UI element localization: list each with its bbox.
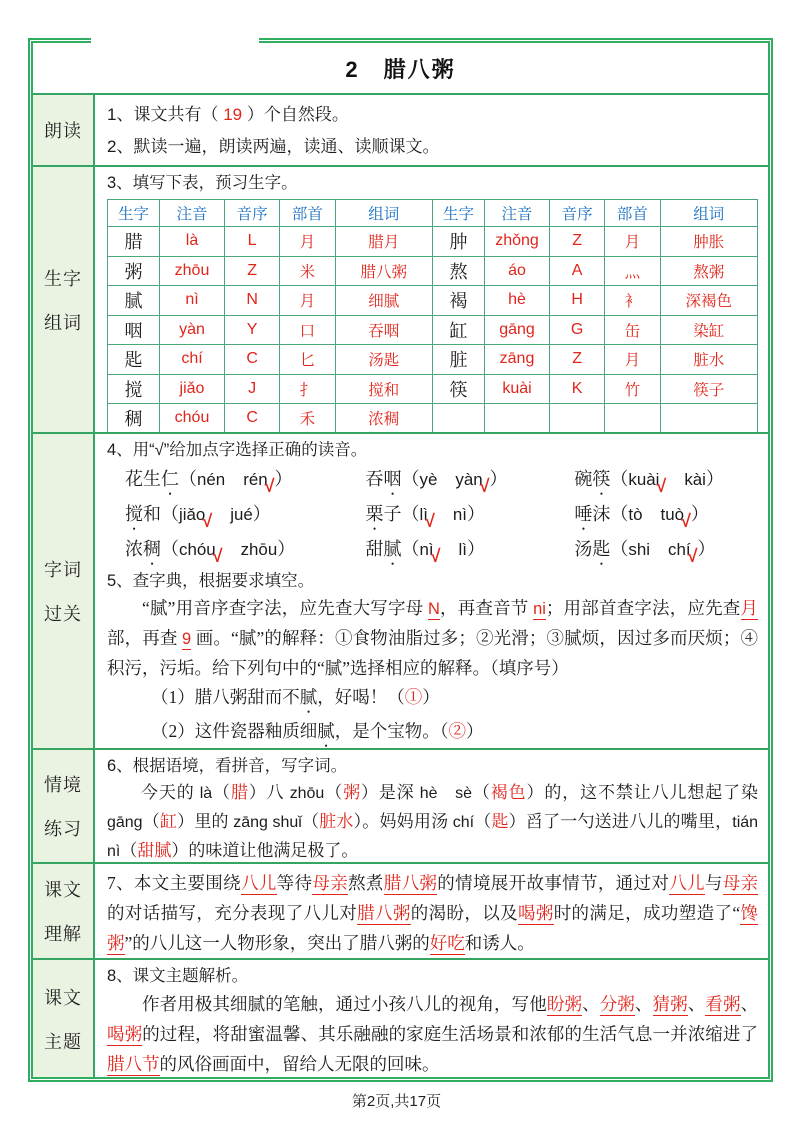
- character-table-cell: Z: [225, 256, 280, 286]
- section-comprehension: [33, 862, 768, 958]
- section-reading: [33, 93, 768, 165]
- character-table-cell: 粥: [108, 256, 160, 286]
- section-label-context-practice: [33, 750, 95, 862]
- reading-item: 2、默读一遍，朗读两遍，读通、读顺课文。: [107, 137, 440, 156]
- q5-title: 5、查字典，根据要求填空。: [107, 572, 315, 590]
- characters-intro: 3、填写下表，预习生字。: [107, 174, 298, 192]
- character-table-header-cell: 音序: [225, 200, 280, 227]
- character-table-cell: là: [160, 227, 225, 257]
- character-table-cell: 匙: [108, 345, 160, 375]
- q4-item: 搅和（jiǎo√ jué）: [125, 504, 271, 531]
- section-label-words: [33, 434, 95, 748]
- section-content-comprehension: [95, 864, 768, 958]
- character-table-cell: 月: [280, 227, 335, 257]
- character-table-row: [108, 227, 758, 257]
- q4-item: 浓稠（chóu√ zhōu）: [125, 539, 296, 566]
- frame-top-gap: [91, 38, 259, 43]
- character-table-header-cell: 组词: [335, 200, 433, 227]
- character-table-cell: 腊月: [335, 227, 433, 257]
- character-table-cell: kuài: [485, 374, 550, 404]
- section-theme: [33, 958, 768, 1077]
- character-table-cell: [433, 404, 485, 433]
- character-table-cell: 月: [605, 227, 660, 257]
- q4-item: 花生仁（nén rén√）: [125, 469, 293, 496]
- character-table-cell: 深褐色: [660, 286, 758, 316]
- section-content-theme: [95, 960, 768, 1077]
- q5-paragraph: “腻”用音序查字法，应先查大写字母 N，再查音节 ni；用部首查字法，应先查月部，再查 9 画。“腻”的解释：①食物油脂过多；②光滑；③腻烦，因过多而厌烦；④积污，污垢。给下列句中的“腻”选择相应的解释。（填序号）: [107, 598, 759, 678]
- character-table-cell: 缸: [433, 315, 485, 345]
- section-label-line: 组词: [44, 312, 82, 333]
- section-context-practice: [33, 748, 768, 862]
- character-table-cell: gāng: [485, 315, 550, 345]
- character-table-cell: A: [550, 256, 605, 286]
- character-table-header-cell: 注音: [485, 200, 550, 227]
- character-table-cell: [660, 404, 758, 433]
- character-table-cell: 米: [280, 256, 335, 286]
- character-table-cell: [485, 404, 550, 433]
- q4-item: 唾沫（tò tuò√）: [574, 504, 709, 531]
- character-table-row: [108, 286, 758, 316]
- character-table-cell: 腊八粥: [335, 256, 433, 286]
- character-table-cell: 月: [605, 345, 660, 375]
- section-label-line: 课文: [44, 880, 82, 900]
- character-table-header-cell: 生字: [433, 200, 485, 227]
- character-table-cell: L: [225, 227, 280, 257]
- character-table-cell: Z: [550, 227, 605, 257]
- character-table-header: [108, 200, 758, 227]
- character-table-cell: 筷: [433, 374, 485, 404]
- character-table-cell: 脏水: [660, 345, 758, 375]
- character-table-header-cell: 注音: [160, 200, 225, 227]
- character-table-cell: 褐: [433, 286, 485, 316]
- character-table-cell: H: [550, 286, 605, 316]
- q5-items: [107, 683, 758, 748]
- character-table-cell: zhǒng: [485, 227, 550, 257]
- character-table-cell: 禾: [280, 404, 335, 433]
- character-table-cell: zhōu: [160, 256, 225, 286]
- character-table-header-cell: 音序: [550, 200, 605, 227]
- q4-items: [107, 465, 758, 569]
- q4-item: 吞咽（yè yàn√）: [365, 469, 508, 496]
- q6-paragraph: 今天的 là（腊）八 zhōu（粥）是深 hè sè（褐色）的，这不禁让八儿想起了染 gāng（缸）里的 zāng shuǐ（脏水）。妈妈用汤 chí（匙）舀了一勺送进八儿的嘴里，tián nì（甜腻）的味道让他满足极了。: [107, 783, 759, 860]
- character-table-body: [108, 227, 758, 433]
- section-label-line: 主题: [44, 1031, 82, 1052]
- character-table-cell: 细腻: [335, 286, 433, 316]
- character-table-cell: 搅: [108, 374, 160, 404]
- section-label-characters: [33, 167, 95, 432]
- character-table-row: [108, 374, 758, 404]
- character-table-cell: 腊: [108, 227, 160, 257]
- character-table-cell: 月: [280, 286, 335, 316]
- character-table-cell: 腻: [108, 286, 160, 316]
- q4-title: 4、用“√”给加点字选择正确的读音。: [107, 441, 368, 459]
- character-table-cell: 吞咽: [335, 315, 433, 345]
- character-table-row: [108, 404, 758, 433]
- character-table-cell: 缶: [605, 315, 660, 345]
- section-label-line: 朗读: [44, 121, 82, 141]
- character-table-cell: K: [550, 374, 605, 404]
- character-table-cell: 衤: [605, 286, 660, 316]
- section-label-theme: [33, 960, 95, 1077]
- q5-item: （2）这件瓷器釉质细腻，是个宝物。（②）: [151, 721, 484, 741]
- section-label-line: 练习: [44, 819, 82, 839]
- character-table-header-cell: 组词: [660, 200, 758, 227]
- character-table-cell: 熬: [433, 256, 485, 286]
- title-row: [33, 43, 768, 93]
- page-footer: 第2页,共17页: [351, 1093, 442, 1110]
- reading-items: [107, 99, 758, 163]
- character-table-cell: C: [225, 345, 280, 375]
- character-table-cell: zāng: [485, 345, 550, 375]
- character-table-cell: yàn: [160, 315, 225, 345]
- section-words: [33, 432, 768, 748]
- character-table: [107, 199, 758, 432]
- character-table-row: [108, 315, 758, 345]
- q6-title: 6、根据语境，看拼音，写字词。: [107, 757, 348, 775]
- character-table-cell: 汤匙: [335, 345, 433, 375]
- character-table-cell: J: [225, 374, 280, 404]
- q8-title: 8、课文主题解析。: [107, 967, 249, 985]
- section-label-line: 理解: [44, 924, 82, 944]
- q4-item: 汤匙（shi chí√）: [574, 539, 716, 566]
- reading-item: 1、课文共有（ 19 ）个自然段。: [107, 105, 349, 124]
- character-table-cell: 染缸: [660, 315, 758, 345]
- section-label-reading: [33, 95, 95, 165]
- character-table-cell: 扌: [280, 374, 335, 404]
- character-table-cell: 竹: [605, 374, 660, 404]
- section-content-reading: [95, 95, 768, 165]
- character-table-cell: 搅和: [335, 374, 433, 404]
- character-table-cell: 浓稠: [335, 404, 433, 433]
- character-table-cell: 熬粥: [660, 256, 758, 286]
- character-table-cell: 肿胀: [660, 227, 758, 257]
- page-title: 2 腊八粥: [345, 56, 456, 82]
- character-table-cell: Y: [225, 315, 280, 345]
- character-table-cell: G: [550, 315, 605, 345]
- character-table-cell: C: [225, 404, 280, 433]
- q5-item: （1）腊八粥甜而不腻，好喝！（①）: [151, 687, 440, 707]
- character-table-cell: chí: [160, 345, 225, 375]
- character-table-cell: Z: [550, 345, 605, 375]
- section-content-words: [95, 434, 768, 748]
- section-label-line: 生字: [44, 268, 82, 289]
- q8-paragraph: 作者用极其细腻的笔触，通过小孩八儿的视角，写他盼粥、分粥、猜粥、看粥、喝粥的过程，将甜蜜温馨、其乐融融的家庭生活场景和浓郁的生活气息一并浓缩进了腊八节的风俗画面中，留给人无限的回味。: [107, 994, 759, 1074]
- character-table-cell: nì: [160, 286, 225, 316]
- character-table-row: [108, 256, 758, 286]
- section-label-line: 字词: [44, 560, 82, 580]
- character-table-cell: 匕: [280, 345, 335, 375]
- character-table-cell: chóu: [160, 404, 225, 433]
- character-table-cell: jiǎo: [160, 374, 225, 404]
- character-table-cell: [605, 404, 660, 433]
- character-table-cell: [550, 404, 605, 433]
- q7-paragraph: 7、本文主要围绕八儿等待母亲熬煮腊八粥的情境展开故事情节，通过对八儿与母亲的对话描写，充分表现了八儿对腊八粥的渴盼，以及喝粥时的满足，成功塑造了“馋粥”的八儿这一人物形象，突出了腊八粥的好吃和诱人。: [107, 873, 759, 953]
- section-content-characters: [95, 167, 768, 432]
- character-table-cell: 咽: [108, 315, 160, 345]
- character-table-header-cell: 部首: [605, 200, 660, 227]
- q4-item: 栗子（lì√ nì）: [365, 504, 485, 531]
- character-table-row: [108, 345, 758, 375]
- character-table-cell: hè: [485, 286, 550, 316]
- section-characters: [33, 165, 768, 432]
- character-table-cell: 脏: [433, 345, 485, 375]
- worksheet-frame: [28, 38, 773, 1082]
- character-table-cell: áo: [485, 256, 550, 286]
- character-table-cell: N: [225, 286, 280, 316]
- character-table-cell: 灬: [605, 256, 660, 286]
- character-table-cell: 稠: [108, 404, 160, 433]
- character-table-cell: 口: [280, 315, 335, 345]
- character-table-header-cell: 部首: [280, 200, 335, 227]
- section-label-line: 情境: [44, 775, 82, 795]
- q4-item: 甜腻（nì√ lì）: [365, 539, 485, 566]
- character-table-header-cell: 生字: [108, 200, 160, 227]
- q4-item: 碗筷（kuài√ kài）: [574, 469, 724, 496]
- section-label-line: 过关: [44, 604, 82, 624]
- section-label-line: 课文: [44, 987, 82, 1008]
- character-table-cell: 筷子: [660, 374, 758, 404]
- character-table-cell: 肿: [433, 227, 485, 257]
- section-content-context-practice: [95, 750, 768, 862]
- section-label-comprehension: [33, 864, 95, 958]
